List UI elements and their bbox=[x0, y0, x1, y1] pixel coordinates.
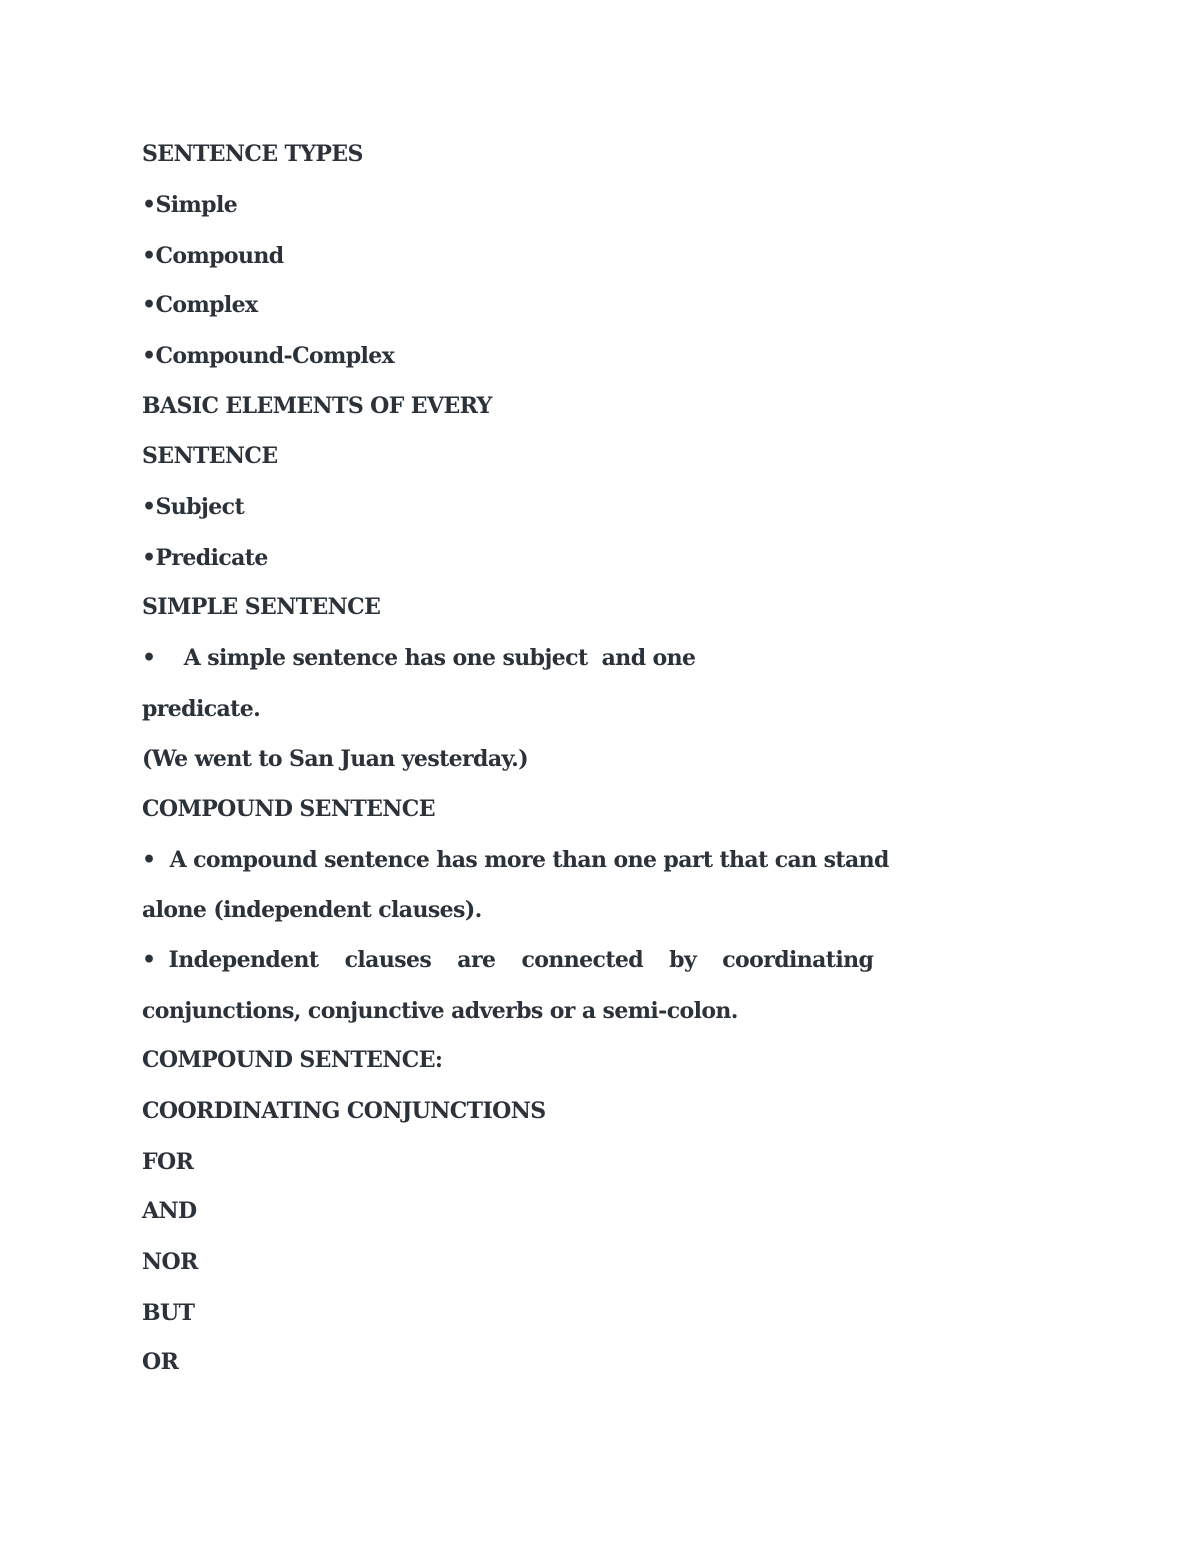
simple-sentence-definition: • A simple sentence has one subject and one bbox=[142, 645, 696, 671]
heading-sentence-types: SENTENCE TYPES bbox=[142, 141, 363, 167]
heading-compound-sentence: COMPOUND SENTENCE bbox=[142, 796, 435, 822]
heading-coordinating-conjunctions: COORDINATING CONJUNCTIONS bbox=[142, 1098, 546, 1124]
heading-basic-elements: BASIC ELEMENTS OF EVERY bbox=[142, 393, 492, 419]
simple-sentence-definition-cont: predicate. bbox=[142, 696, 261, 722]
heading-basic-elements-cont: SENTENCE bbox=[142, 443, 278, 469]
bullet-predicate: •Predicate bbox=[142, 545, 268, 571]
conjunction-or: OR bbox=[142, 1349, 179, 1375]
simple-sentence-example: (We went to San Juan yesterday.) bbox=[142, 746, 529, 772]
compound-sentence-definition: • A compound sentence has more than one part that can stand bbox=[142, 847, 889, 873]
bullet-compound-complex: •Compound-Complex bbox=[142, 343, 395, 369]
bullet-complex: •Complex bbox=[142, 292, 258, 318]
heading-compound-sentence-colon: COMPOUND SENTENCE: bbox=[142, 1047, 443, 1073]
conjunction-but: BUT bbox=[142, 1300, 195, 1326]
heading-simple-sentence: SIMPLE SENTENCE bbox=[142, 594, 381, 620]
independent-clauses-note-cont: conjunctions, conjunctive adverbs or a semi-colon. bbox=[142, 998, 738, 1024]
bullet-compound: •Compound bbox=[142, 243, 284, 269]
conjunction-nor: NOR bbox=[142, 1249, 198, 1275]
conjunction-and: AND bbox=[142, 1198, 197, 1224]
independent-clauses-note: • Independent clauses are connected by coordinating bbox=[142, 947, 874, 973]
bullet-subject: •Subject bbox=[142, 494, 245, 520]
compound-sentence-definition-cont: alone (independent clauses). bbox=[142, 897, 482, 923]
conjunction-for: FOR bbox=[142, 1149, 194, 1175]
bullet-simple: •Simple bbox=[142, 192, 238, 218]
